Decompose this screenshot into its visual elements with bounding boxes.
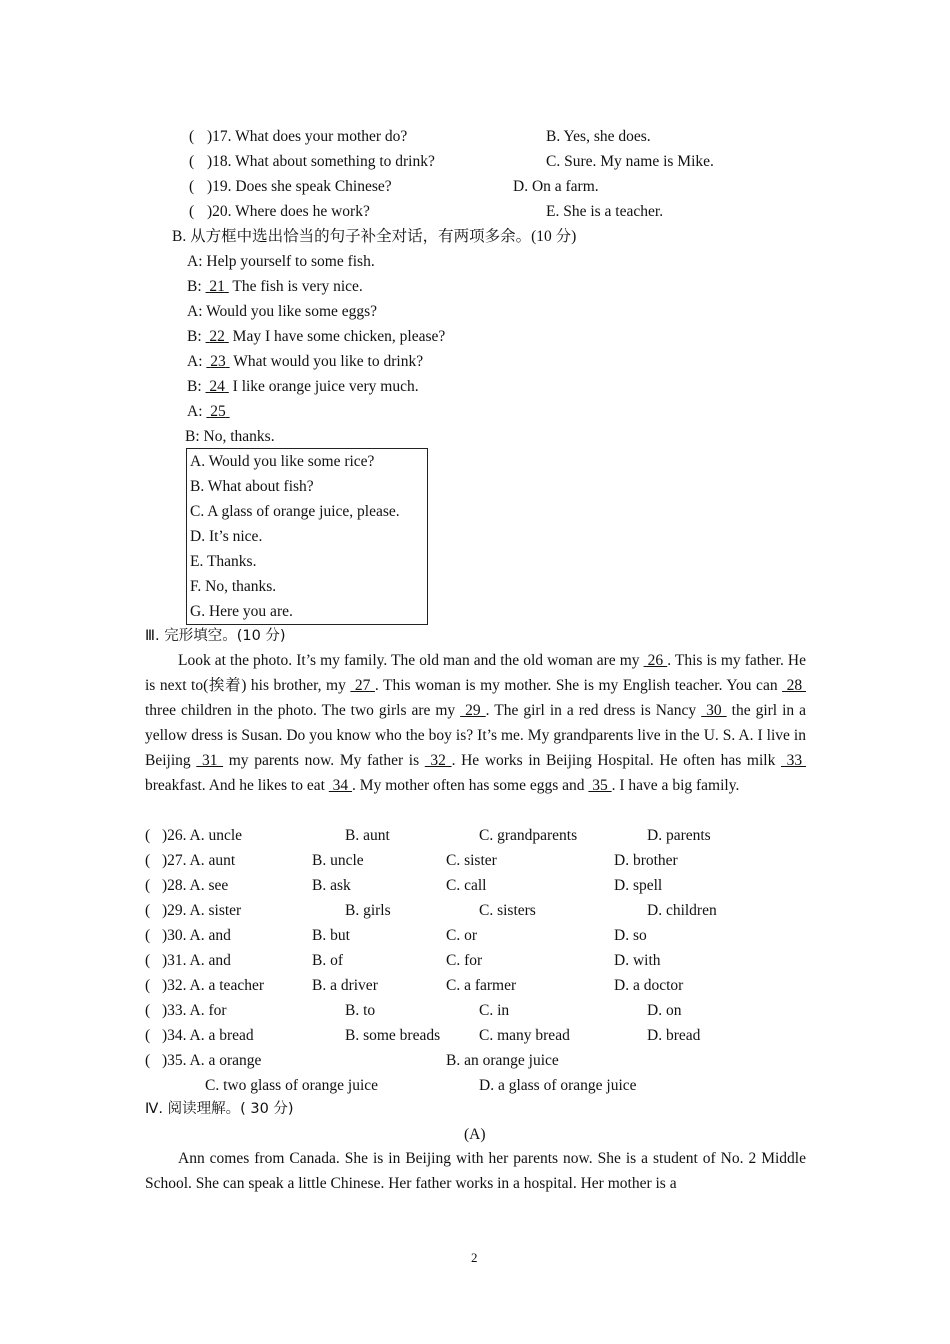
dialog-line [185,427,275,447]
question-row [145,851,678,871]
question-label: )26. A. uncle [162,827,243,844]
option-b: B. aunt [345,827,390,844]
passage-text: . This is my father. He is next to(挨着) his brother, my [145,652,806,694]
option-b: B. What about fish? [190,478,314,495]
answer-option-d: D. On a farm. [513,178,599,195]
dialog-text: What would you like to drink? [233,353,424,370]
cloze-title: Ⅲ. 完形填空。(10 分) [145,628,286,644]
page-number: 2 [471,1250,478,1265]
question-label: )30. A. and [162,927,231,944]
option-d: D. a doctor [614,977,684,994]
question-label: )31. A. and [162,952,231,969]
blank-23: 23 [210,353,226,370]
speaker: A: [187,303,203,320]
blank-30: 30 [701,701,727,719]
speaker: B: [187,278,202,295]
option-c: C. sister [446,852,497,869]
paren: ( [145,877,151,894]
option-a: A. Would you like some rice? [190,453,375,470]
option-c: C. for [446,952,483,969]
paren: ( [145,952,151,969]
question-label: )27. A. aunt [162,852,236,869]
dialog-text: The fish is very nice. [232,278,363,295]
question-18: )18. What about something to drink? [207,153,435,170]
paren: ( [189,203,195,220]
paren: ( [145,852,151,869]
option-f: F. No, thanks. [190,578,277,595]
option-c: C. in [479,1002,510,1019]
dialog-text: Would you like some eggs? [206,303,378,320]
dialog-line [187,327,445,347]
speaker: B: [187,378,202,395]
option-c: C. many bread [479,1027,570,1044]
dialog-line [187,377,419,397]
answer-option-b: B. Yes, she does. [546,128,651,145]
option-d: D. children [647,902,717,919]
question-label: )33. A. for [162,1002,227,1019]
question-row [145,951,661,971]
question-row [145,876,663,896]
blank-32: 32 [424,751,452,769]
question-row [145,826,711,846]
option-b: B. ask [312,877,351,894]
question-label: )35. A. a orange [162,1052,262,1069]
passage-text: Look at the photo. It’s my family. The old man and the old woman are my [178,652,644,669]
option-d: D. on [647,1002,682,1019]
question-row [145,1026,701,1046]
option-b: B. uncle [312,852,364,869]
dialog-line [187,302,377,322]
passage-text: . This woman is my mother. She is my English teacher. You can [374,676,783,694]
dialog-line [187,402,230,422]
question-label: )28. A. see [162,877,229,894]
option-d: D. so [614,927,647,944]
blank-21: 21 [209,278,225,295]
blank-27: 27 [350,676,375,694]
paren: ( [189,128,195,145]
option-c: C. call [446,877,487,894]
question-label: )29. A. sister [162,902,242,919]
blank-24: 24 [209,378,225,395]
option-b: B. some breads [345,1027,441,1044]
paren: ( [145,1052,151,1069]
option-b: B. a driver [312,977,378,994]
paren: ( [145,977,151,994]
reading-passage [145,1147,806,1197]
passage-text: . The girl in a red dress is Nancy [485,701,702,719]
dialog-line [187,252,375,272]
part-b-title: B. 从方框中选出恰当的句子补全对话，有两项多余。(10 分) [172,228,577,245]
option-b: B. an orange juice [446,1052,559,1069]
option-g: G. Here you are. [190,603,293,620]
blank-35: 35 [588,776,612,794]
paren: ( [145,827,151,844]
paren: ( [189,178,195,195]
blank-26: 26 [643,652,668,669]
speaker: B: [187,328,202,345]
question-row [145,926,647,946]
dialog-text: Help yourself to some fish. [206,253,375,270]
blank-28: 28 [782,676,806,694]
reading-paragraph: Ann comes from Canada. She is in Beijing with her parents now. She is a student of No. 2 Middle School. She can speak a little Chinese. Her father works in a hospital. Her mother is a [145,1150,806,1192]
option-b: B. girls [345,902,391,919]
speaker: B: [185,428,200,445]
question-label: )32. A. a teacher [162,977,264,994]
reading-title: Ⅳ. 阅读理解。( 30 分) [145,1101,294,1117]
blank-29: 29 [460,701,486,719]
speaker: A: [187,353,203,370]
speaker: A: [187,403,203,420]
option-c: C. two glass of orange juice [205,1077,379,1094]
question-row [145,976,684,996]
question-row [145,901,717,921]
passage-text: . He works in Beijing Hospital. He often has milk [451,751,781,769]
answer-option-e: E. She is a teacher. [546,203,664,220]
passage-text: three children in the photo. The two girls are my [145,701,461,719]
option-d: D. a glass of orange juice [479,1077,637,1094]
option-c: C. sisters [479,902,536,919]
option-e: E. Thanks. [190,553,257,570]
cloze-paragraph [145,649,806,798]
dialog-text: I like orange juice very much. [232,378,419,395]
question-17: )17. What does your mother do? [207,128,408,145]
option-b: B. of [312,952,343,969]
paren: ( [145,927,151,944]
passage-text: the girl in a yellow dress is Susan. Do you know who the boy is? It’s me. My grandparents live in the U. S. A. I live in Beijing [145,701,807,769]
dialog-text: May I have some chicken, please? [232,328,446,345]
question-20: )20. Where does he work? [207,203,370,220]
answer-option-c: C. Sure. My name is Mike. [546,153,714,170]
option-d: D. with [614,952,661,969]
question-label: )34. A. a bread [162,1027,254,1044]
option-b: B. to [345,1002,376,1019]
speaker: A: [187,253,203,270]
dialog-line [187,277,363,297]
question-19: )19. Does she speak Chinese? [207,178,392,195]
paren: ( [189,153,195,170]
question-row [145,1051,559,1071]
option-c: C. or [446,927,477,944]
passage-label: (A) [464,1126,486,1143]
option-d: D. brother [614,852,678,869]
blank-22: 22 [209,328,225,345]
blank-33: 33 [781,751,807,769]
blank-31: 31 [196,751,224,769]
paren: ( [145,902,151,919]
paren: ( [145,1002,151,1019]
option-c: C. a farmer [446,977,517,994]
paren: ( [145,1027,151,1044]
option-d: D. parents [647,827,711,844]
dialog-line [187,352,423,372]
option-d: D. spell [614,877,663,894]
option-c: C. grandparents [479,827,578,844]
option-d: D. bread [647,1027,701,1044]
option-b: B. but [312,927,350,944]
passage-text: . I have a big family. [611,776,740,794]
passage-text: . My mother often has some eggs and [352,776,589,794]
cloze-passage [145,649,806,798]
options-box [186,448,428,625]
blank-25: 25 [210,403,226,420]
option-d: D. It’s nice. [190,528,263,545]
dialog-text: No, thanks. [203,428,275,445]
blank-34: 34 [328,776,353,794]
question-row [145,1001,682,1021]
option-c: C. A glass of orange juice, please. [190,503,400,520]
passage-text: breakfast. And he likes to eat [145,776,329,794]
passage-text: my parents now. My father is [223,751,425,769]
